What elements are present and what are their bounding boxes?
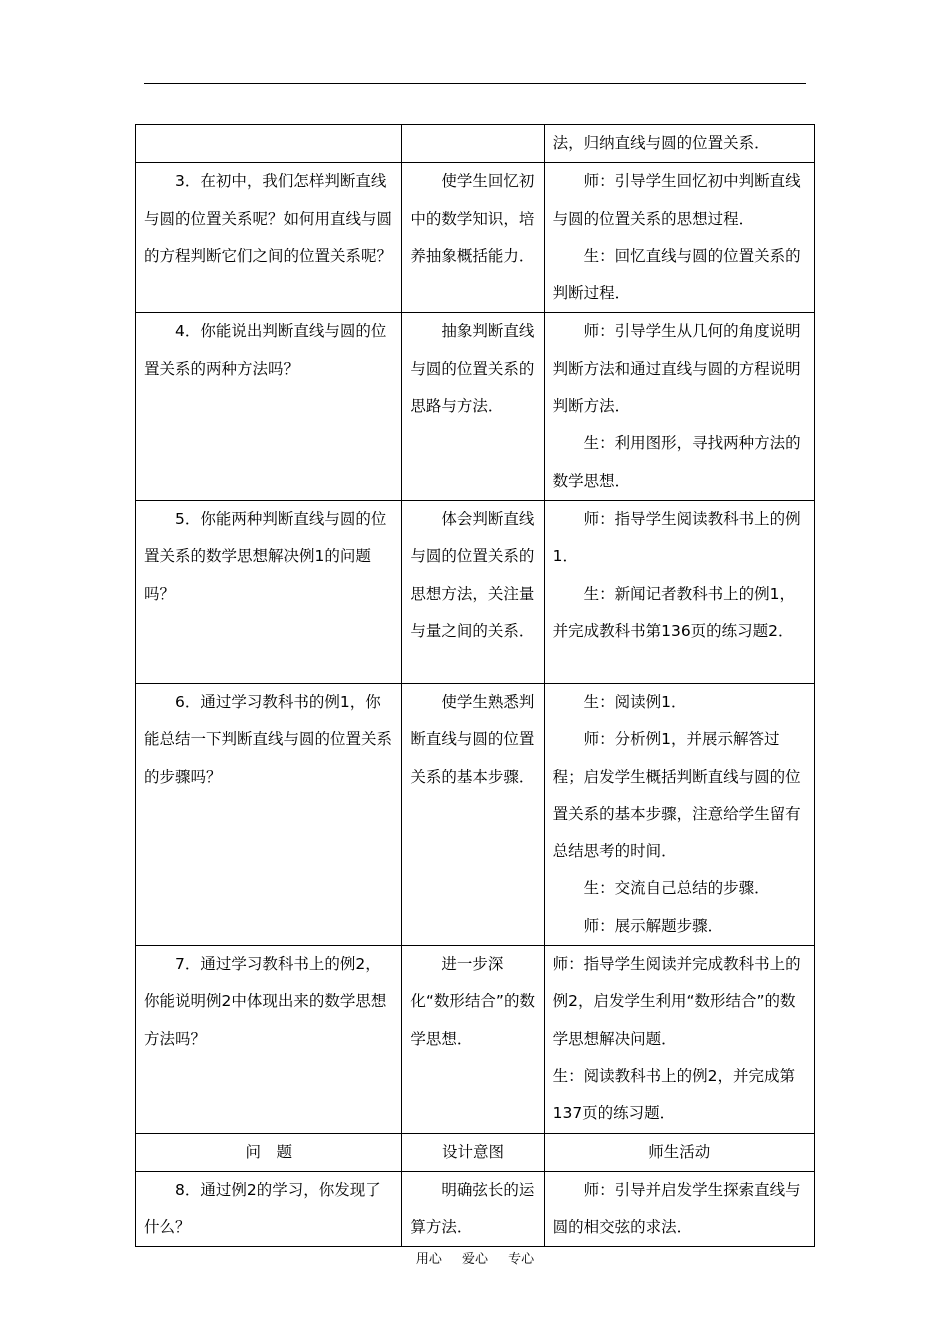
column-header-intent: 设计意图 (402, 1133, 544, 1171)
activity-line: 生：阅读例1． (583, 692, 687, 711)
activity-cell (544, 1171, 814, 1247)
activity-line: 师：指导学生阅读并完成教科书上的例2，启发学生利用“数形结合”的数学思想解决问题． (552, 955, 801, 1048)
activity-cell (544, 500, 814, 683)
table-header-row (136, 1133, 815, 1171)
table-row (136, 1171, 815, 1247)
activity-line: 师：指导学生阅读教科书上的例1． (552, 509, 801, 566)
activity-line: 生：利用图形，寻找两种方法的数学思想． (552, 434, 801, 490)
question-cell: 4．你能说出判断直线与圆的位置关系的两种方法吗？ (136, 313, 402, 500)
activity-cell (544, 313, 814, 500)
table-row (136, 683, 815, 945)
question-cell: 3．在初中，我们怎样判断直线与圆的位置关系呢？如何用直线与圆的方程判断它们之间的位置关系呢？ (136, 163, 402, 313)
activity-line: 生：交流自己总结的步骤． (583, 879, 770, 898)
header-rule (144, 83, 806, 84)
column-header-question: 问 题 (136, 1133, 402, 1171)
footer-item: 用心 (415, 1252, 442, 1267)
lesson-plan-table (135, 124, 815, 1247)
table-row (136, 500, 815, 683)
intent-cell (402, 125, 544, 163)
activity-line: 师：引导学生从几何的角度说明判断方法和通过直线与圆的方程说明判断方法． (552, 322, 801, 416)
intent-cell: 使学生熟悉判断直线与圆的位置关系的基本步骤． (402, 683, 544, 945)
intent-cell: 抽象判断直线与圆的位置关系的思路与方法． (402, 313, 544, 500)
activity-cell (544, 125, 814, 163)
table-row (136, 125, 815, 163)
question-cell: 6．通过学习教科书的例1，你能总结一下判断直线与圆的位置关系的步骤吗？ (136, 683, 402, 945)
table-row (136, 946, 815, 1133)
activity-line: 生：新闻记者教科书上的例1，并完成教科书第136页的练习题2． (552, 584, 795, 640)
activity-line: 师：展示解题步骤． (583, 916, 724, 935)
activity-cell (544, 163, 814, 313)
column-header-activity: 师生活动 (544, 1133, 814, 1171)
activity-line: 生：回忆直线与圆的位置关系的判断过程． (552, 246, 801, 303)
activity-line: 法，归纳直线与圆的位置关系． (552, 134, 770, 152)
page-footer (0, 1248, 950, 1267)
question-cell: 7．通过学习教科书上的例2，你能说明例2中体现出来的数学思想方法吗？ (136, 946, 402, 1133)
question-cell: 5．你能两种判断直线与圆的位置关系的数学思想解决例1的问题吗？ (136, 500, 402, 683)
activity-line: 师：引导并启发学生探索直线与圆的相交弦的求法． (552, 1180, 801, 1237)
activity-cell (544, 683, 814, 945)
footer-item: 爱心 (461, 1252, 488, 1267)
intent-cell: 体会判断直线与圆的位置关系的思想方法，关注量与量之间的关系． (402, 500, 544, 683)
intent-cell: 进一步深化“数形结合”的数学思想． (402, 946, 544, 1133)
activity-line: 师：分析例1，并展示解答过程；启发学生概括判断直线与圆的位置关系的基本步骤，注意给学生留有总结思考的时间． (552, 730, 801, 861)
intent-cell: 使学生回忆初中的数学知识，培养抽象概括能力． (402, 163, 544, 313)
footer-item: 专心 (508, 1252, 535, 1267)
activity-cell (544, 946, 814, 1133)
question-cell (136, 125, 402, 163)
question-cell: 8．通过例2的学习，你发现了什么？ (136, 1171, 402, 1247)
table-row (136, 163, 815, 313)
activity-line: 生：阅读教科书上的例2，并完成第137页的练习题． (552, 1066, 795, 1123)
intent-cell: 明确弦长的运算方法． (402, 1171, 544, 1247)
table-row (136, 313, 815, 500)
activity-line: 师：引导学生回忆初中判断直线与圆的位置关系的思想过程． (552, 172, 801, 228)
